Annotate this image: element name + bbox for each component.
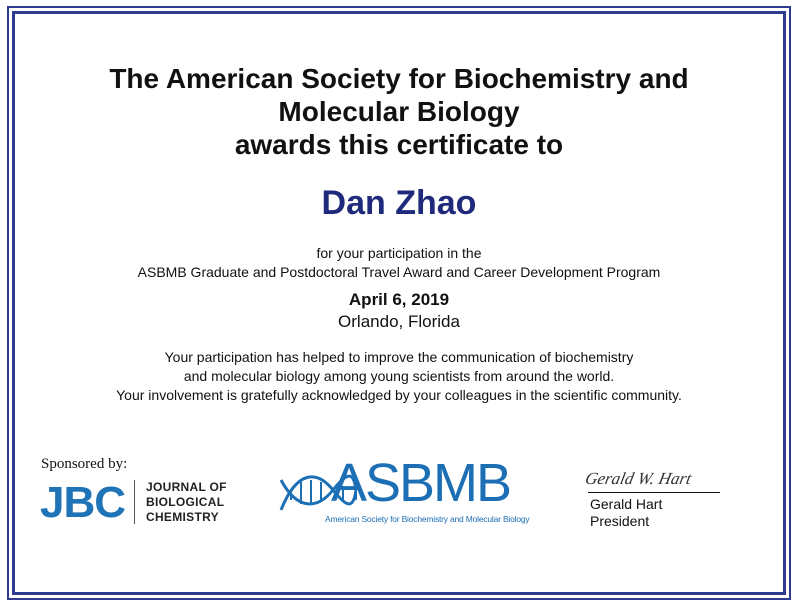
- signatory-title: President: [590, 513, 650, 529]
- jbc-logo-divider: [134, 480, 135, 524]
- asbmb-logo: [277, 452, 537, 532]
- headline-line-1: The American Society for Biochemistry and: [109, 63, 689, 94]
- certificate-headline: [40, 62, 758, 161]
- signature-text: Gerald W. Hart: [585, 469, 694, 488]
- participation-text: [40, 244, 758, 282]
- sponsored-by-label: Sponsored by:: [41, 456, 128, 472]
- asbmb-logo-subtitle: American Society for Biochemistry and Molecular Biology: [325, 514, 530, 524]
- acknowledgement-text: [40, 348, 758, 405]
- recipient-name: Dan Zhao: [321, 184, 477, 222]
- event-date: April 6, 2019: [348, 290, 450, 309]
- event-location: Orlando, Florida: [338, 312, 460, 331]
- signature-line: [588, 492, 720, 493]
- president-signature: [585, 462, 725, 499]
- headline-line-3: awards this certificate to: [234, 129, 564, 160]
- acknowledgement-line-3: Your involvement is gratefully acknowledged by your colleagues in the scientific community.: [116, 387, 682, 403]
- jbc-logo: [40, 476, 252, 531]
- acknowledgement-line-2: and molecular biology among young scientists from around the world.: [183, 368, 615, 384]
- jbc-logo-text: [146, 480, 227, 525]
- signatory-name: Gerald Hart: [590, 496, 663, 512]
- jbc-logo-text-line-2: BIOLOGICAL: [146, 495, 225, 509]
- signature-graphic: [585, 462, 725, 494]
- asbmb-logo-wordmark: ASBMB: [331, 453, 511, 513]
- jbc-logo-text-line-1: JOURNAL OF: [146, 480, 227, 494]
- participation-line-2: ASBMB Graduate and Postdoctoral Travel Award and Career Development Program: [137, 264, 661, 280]
- headline-line-2: Molecular Biology: [278, 96, 520, 127]
- jbc-logo-letters: JBC: [40, 478, 126, 527]
- participation-line-1: for your participation in the: [316, 245, 482, 261]
- acknowledgement-line-1: Your participation has helped to improve the communication of biochemistry: [164, 349, 634, 365]
- jbc-logo-text-line-3: CHEMISTRY: [146, 510, 219, 524]
